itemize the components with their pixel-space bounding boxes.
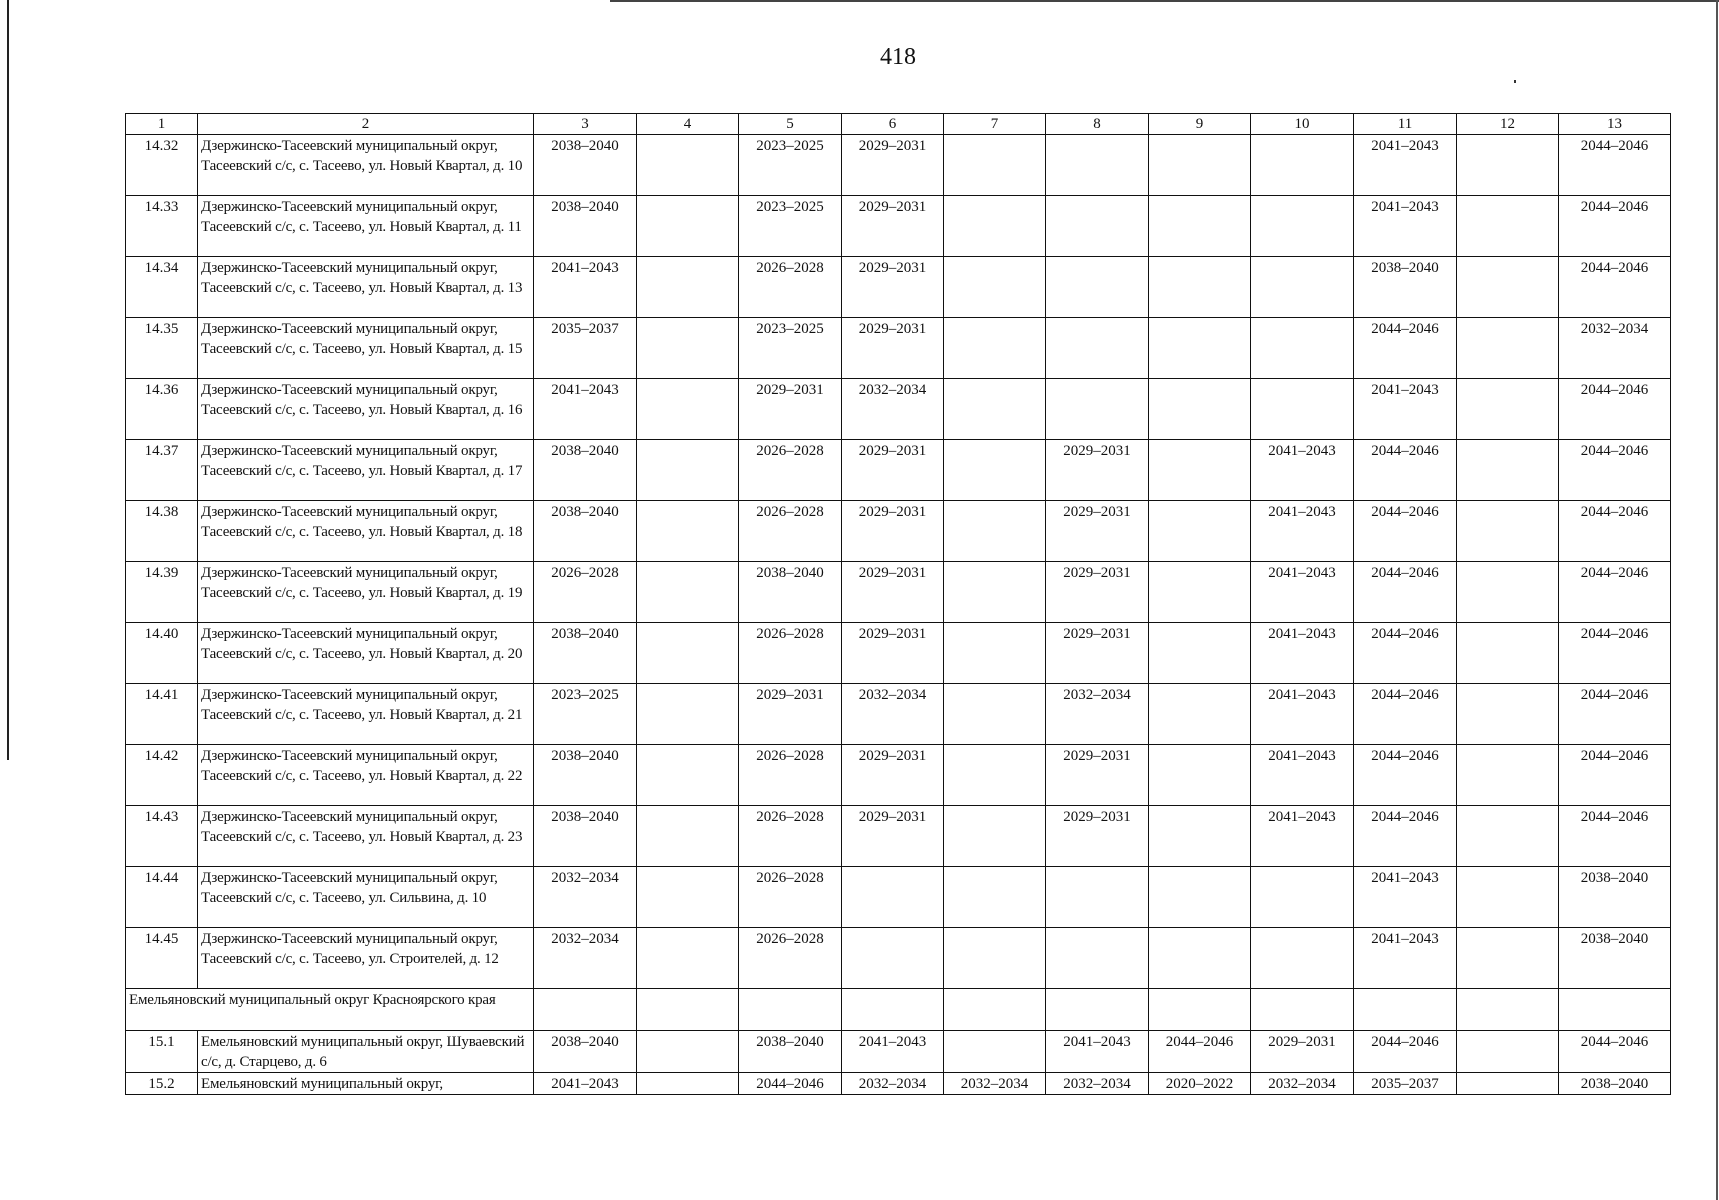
column-header-9: 9 (1149, 114, 1251, 135)
period-cell-c9 (1149, 623, 1251, 684)
address-cell: Дзержинско-Тасеевский муниципальный округ, Тасеевский с/с, с. Тасеево, ул. Новый Квартал, д. 21 (198, 684, 534, 745)
period-cell-c3: 2041–2043 (534, 1073, 637, 1095)
table-row (126, 196, 1671, 257)
table-row (126, 1073, 1671, 1095)
table-row (126, 135, 1671, 196)
period-cell-c11: 2044–2046 (1354, 806, 1457, 867)
address-cell: Дзержинско-Тасеевский муниципальный округ, Тасеевский с/с, с. Тасеево, ул. Строителей, д. 12 (198, 928, 534, 989)
period-cell-c4 (637, 867, 739, 928)
address-cell: Дзержинско-Тасеевский муниципальный округ, Тасеевский с/с, с. Тасеево, ул. Новый Квартал, д. 19 (198, 562, 534, 623)
period-cell-c11: 2041–2043 (1354, 379, 1457, 440)
period-cell-c4 (637, 501, 739, 562)
period-cell-c9: 2020–2022 (1149, 1073, 1251, 1095)
period-cell-c9 (1149, 867, 1251, 928)
period-cell-c8 (1046, 257, 1149, 318)
table-row (126, 318, 1671, 379)
column-header-2: 2 (198, 114, 534, 135)
address-cell: Дзержинско-Тасеевский муниципальный округ, Тасеевский с/с, с. Тасеево, ул. Новый Квартал, д. 11 (198, 196, 534, 257)
period-cell-c12 (1457, 867, 1559, 928)
period-cell-c8 (1046, 379, 1149, 440)
period-cell-c3: 2041–2043 (534, 257, 637, 318)
period-cell-c9 (1149, 501, 1251, 562)
period-cell-c3: 2035–2037 (534, 318, 637, 379)
period-cell-c3: 2038–2040 (534, 1031, 637, 1073)
period-cell-c10 (1251, 379, 1354, 440)
address-cell: Дзержинско-Тасеевский муниципальный округ, Тасеевский с/с, с. Тасеево, ул. Сильвина, д. 10 (198, 867, 534, 928)
header-row (126, 114, 1671, 135)
period-cell-c13: 2044–2046 (1559, 135, 1671, 196)
period-cell-c9 (1149, 379, 1251, 440)
period-cell-c3: 2038–2040 (534, 623, 637, 684)
scan-border-left (7, 0, 9, 760)
address-cell: Дзержинско-Тасеевский муниципальный округ, Тасеевский с/с, с. Тасеево, ул. Новый Квартал, д. 16 (198, 379, 534, 440)
address-cell: Дзержинско-Тасеевский муниципальный округ, Тасеевский с/с, с. Тасеево, ул. Новый Квартал, д. 15 (198, 318, 534, 379)
period-cell-c6: 2029–2031 (842, 623, 944, 684)
period-cell-c5: 2038–2040 (739, 562, 842, 623)
scan-speck (1514, 80, 1516, 83)
period-cell-c13: 2044–2046 (1559, 623, 1671, 684)
period-cell-c10 (1251, 135, 1354, 196)
period-cell-c7 (944, 1031, 1046, 1073)
period-cell-c12 (1457, 1031, 1559, 1073)
period-cell-c6: 2032–2034 (842, 684, 944, 745)
row-number-cell: 14.37 (126, 440, 198, 501)
period-cell-c8 (1046, 318, 1149, 379)
column-header-3: 3 (534, 114, 637, 135)
period-cell-c13: 2044–2046 (1559, 257, 1671, 318)
period-cell-c5: 2026–2028 (739, 928, 842, 989)
table-row (126, 867, 1671, 928)
period-cell-c10: 2041–2043 (1251, 440, 1354, 501)
period-cell-c12 (1457, 623, 1559, 684)
period-cell-c4 (637, 318, 739, 379)
row-number-cell: 14.41 (126, 684, 198, 745)
period-cell-c4 (637, 745, 739, 806)
region-row (126, 989, 1671, 1031)
period-cell-c5: 2023–2025 (739, 318, 842, 379)
row-number-cell: 14.40 (126, 623, 198, 684)
row-number-cell: 15.2 (126, 1073, 198, 1095)
schedule-table (125, 113, 1671, 1095)
period-cell-c8: 2032–2034 (1046, 684, 1149, 745)
table-row (126, 440, 1671, 501)
table-row (126, 379, 1671, 440)
empty-cell (1559, 989, 1671, 1031)
period-cell-c8 (1046, 867, 1149, 928)
period-cell-c6: 2032–2034 (842, 1073, 944, 1095)
period-cell-c13: 2044–2046 (1559, 501, 1671, 562)
period-cell-c13: 2038–2040 (1559, 928, 1671, 989)
scan-border-right (1716, 0, 1718, 1200)
column-header-13: 13 (1559, 114, 1671, 135)
period-cell-c7 (944, 257, 1046, 318)
period-cell-c11: 2044–2046 (1354, 684, 1457, 745)
period-cell-c11: 2035–2037 (1354, 1073, 1457, 1095)
period-cell-c13: 2044–2046 (1559, 745, 1671, 806)
table-row (126, 928, 1671, 989)
period-cell-c6: 2029–2031 (842, 806, 944, 867)
period-cell-c13: 2044–2046 (1559, 806, 1671, 867)
period-cell-c4 (637, 135, 739, 196)
period-cell-c9 (1149, 196, 1251, 257)
column-header-12: 12 (1457, 114, 1559, 135)
period-cell-c11: 2044–2046 (1354, 623, 1457, 684)
period-cell-c9: 2044–2046 (1149, 1031, 1251, 1073)
period-cell-c5: 2026–2028 (739, 623, 842, 684)
row-number-cell: 14.36 (126, 379, 198, 440)
address-cell: Дзержинско-Тасеевский муниципальный округ, Тасеевский с/с, с. Тасеево, ул. Новый Квартал, д. 23 (198, 806, 534, 867)
period-cell-c10: 2029–2031 (1251, 1031, 1354, 1073)
period-cell-c8: 2029–2031 (1046, 806, 1149, 867)
period-cell-c7 (944, 867, 1046, 928)
period-cell-c7 (944, 440, 1046, 501)
period-cell-c11: 2044–2046 (1354, 318, 1457, 379)
period-cell-c13: 2044–2046 (1559, 1031, 1671, 1073)
period-cell-c10: 2041–2043 (1251, 562, 1354, 623)
period-cell-c10 (1251, 318, 1354, 379)
period-cell-c5: 2026–2028 (739, 745, 842, 806)
table-row (126, 623, 1671, 684)
period-cell-c6: 2029–2031 (842, 440, 944, 501)
period-cell-c6: 2029–2031 (842, 196, 944, 257)
column-header-6: 6 (842, 114, 944, 135)
period-cell-c10: 2032–2034 (1251, 1073, 1354, 1095)
period-cell-c5: 2026–2028 (739, 501, 842, 562)
row-number-cell: 14.42 (126, 745, 198, 806)
period-cell-c12 (1457, 806, 1559, 867)
period-cell-c4 (637, 562, 739, 623)
period-cell-c7 (944, 745, 1046, 806)
row-number-cell: 14.32 (126, 135, 198, 196)
row-number-cell: 14.43 (126, 806, 198, 867)
period-cell-c6: 2029–2031 (842, 562, 944, 623)
row-number-cell: 14.34 (126, 257, 198, 318)
period-cell-c13: 2044–2046 (1559, 196, 1671, 257)
period-cell-c7 (944, 135, 1046, 196)
column-header-11: 11 (1354, 114, 1457, 135)
empty-cell (637, 989, 739, 1031)
row-number-cell: 15.1 (126, 1031, 198, 1073)
empty-cell (1354, 989, 1457, 1031)
empty-cell (534, 989, 637, 1031)
period-cell-c12 (1457, 501, 1559, 562)
period-cell-c4 (637, 379, 739, 440)
empty-cell (842, 989, 944, 1031)
period-cell-c11: 2044–2046 (1354, 745, 1457, 806)
address-cell: Емельяновский муниципальный округ, (198, 1073, 534, 1095)
period-cell-c13: 2038–2040 (1559, 1073, 1671, 1095)
period-cell-c6: 2029–2031 (842, 257, 944, 318)
period-cell-c13: 2044–2046 (1559, 562, 1671, 623)
period-cell-c9 (1149, 928, 1251, 989)
period-cell-c11: 2041–2043 (1354, 928, 1457, 989)
period-cell-c11: 2044–2046 (1354, 562, 1457, 623)
period-cell-c10: 2041–2043 (1251, 745, 1354, 806)
period-cell-c5: 2029–2031 (739, 379, 842, 440)
period-cell-c8 (1046, 135, 1149, 196)
period-cell-c7 (944, 684, 1046, 745)
period-cell-c5: 2023–2025 (739, 196, 842, 257)
empty-cell (739, 989, 842, 1031)
period-cell-c6: 2029–2031 (842, 318, 944, 379)
period-cell-c8 (1046, 928, 1149, 989)
period-cell-c8: 2032–2034 (1046, 1073, 1149, 1095)
row-number-cell: 14.35 (126, 318, 198, 379)
period-cell-c8: 2029–2031 (1046, 562, 1149, 623)
period-cell-c8: 2029–2031 (1046, 745, 1149, 806)
address-cell: Дзержинско-Тасеевский муниципальный округ, Тасеевский с/с, с. Тасеево, ул. Новый Квартал, д. 18 (198, 501, 534, 562)
period-cell-c13: 2032–2034 (1559, 318, 1671, 379)
period-cell-c5: 2026–2028 (739, 257, 842, 318)
region-title: Емельяновский муниципальный округ Красноярского края (126, 989, 534, 1031)
table-row (126, 745, 1671, 806)
period-cell-c11: 2044–2046 (1354, 1031, 1457, 1073)
column-header-1: 1 (126, 114, 198, 135)
period-cell-c12 (1457, 1073, 1559, 1095)
period-cell-c9 (1149, 135, 1251, 196)
row-number-cell: 14.39 (126, 562, 198, 623)
period-cell-c3: 2038–2040 (534, 501, 637, 562)
empty-cell (1046, 989, 1149, 1031)
period-cell-c9 (1149, 318, 1251, 379)
empty-cell (1457, 989, 1559, 1031)
period-cell-c3: 2041–2043 (534, 379, 637, 440)
period-cell-c12 (1457, 562, 1559, 623)
period-cell-c12 (1457, 196, 1559, 257)
period-cell-c3: 2026–2028 (534, 562, 637, 623)
column-header-4: 4 (637, 114, 739, 135)
table-row (126, 257, 1671, 318)
period-cell-c11: 2038–2040 (1354, 257, 1457, 318)
period-cell-c7 (944, 379, 1046, 440)
period-cell-c6: 2029–2031 (842, 135, 944, 196)
period-cell-c3: 2038–2040 (534, 806, 637, 867)
column-header-8: 8 (1046, 114, 1149, 135)
period-cell-c12 (1457, 135, 1559, 196)
period-cell-c11: 2044–2046 (1354, 440, 1457, 501)
period-cell-c4 (637, 623, 739, 684)
period-cell-c10: 2041–2043 (1251, 806, 1354, 867)
period-cell-c7 (944, 318, 1046, 379)
table-row (126, 501, 1671, 562)
row-number-cell: 14.45 (126, 928, 198, 989)
address-cell: Дзержинско-Тасеевский муниципальный округ, Тасеевский с/с, с. Тасеево, ул. Новый Квартал, д. 22 (198, 745, 534, 806)
period-cell-c6: 2032–2034 (842, 379, 944, 440)
period-cell-c6 (842, 928, 944, 989)
period-cell-c12 (1457, 257, 1559, 318)
period-cell-c10 (1251, 257, 1354, 318)
address-cell: Дзержинско-Тасеевский муниципальный округ, Тасеевский с/с, с. Тасеево, ул. Новый Квартал, д. 17 (198, 440, 534, 501)
period-cell-c4 (637, 440, 739, 501)
period-cell-c4 (637, 928, 739, 989)
period-cell-c12 (1457, 745, 1559, 806)
period-cell-c9 (1149, 684, 1251, 745)
period-cell-c10: 2041–2043 (1251, 501, 1354, 562)
period-cell-c7 (944, 196, 1046, 257)
period-cell-c4 (637, 257, 739, 318)
period-cell-c4 (637, 1073, 739, 1095)
period-cell-c5: 2029–2031 (739, 684, 842, 745)
period-cell-c4 (637, 1031, 739, 1073)
scan-border-top (610, 0, 1719, 2)
period-cell-c7 (944, 928, 1046, 989)
period-cell-c6: 2041–2043 (842, 1031, 944, 1073)
period-cell-c10 (1251, 928, 1354, 989)
period-cell-c12 (1457, 440, 1559, 501)
period-cell-c3: 2038–2040 (534, 135, 637, 196)
period-cell-c3: 2023–2025 (534, 684, 637, 745)
empty-cell (1149, 989, 1251, 1031)
period-cell-c11: 2041–2043 (1354, 196, 1457, 257)
period-cell-c5: 2023–2025 (739, 135, 842, 196)
period-cell-c12 (1457, 684, 1559, 745)
period-cell-c8: 2029–2031 (1046, 623, 1149, 684)
address-cell: Дзержинско-Тасеевский муниципальный округ, Тасеевский с/с, с. Тасеево, ул. Новый Квартал, д. 20 (198, 623, 534, 684)
column-header-5: 5 (739, 114, 842, 135)
period-cell-c6: 2029–2031 (842, 745, 944, 806)
table-row (126, 1031, 1671, 1073)
period-cell-c8: 2029–2031 (1046, 440, 1149, 501)
period-cell-c7 (944, 623, 1046, 684)
row-number-cell: 14.38 (126, 501, 198, 562)
period-cell-c9 (1149, 745, 1251, 806)
period-cell-c8: 2029–2031 (1046, 501, 1149, 562)
empty-cell (1251, 989, 1354, 1031)
table-row (126, 684, 1671, 745)
period-cell-c5: 2044–2046 (739, 1073, 842, 1095)
table-row (126, 806, 1671, 867)
period-cell-c5: 2026–2028 (739, 867, 842, 928)
period-cell-c5: 2038–2040 (739, 1031, 842, 1073)
period-cell-c10 (1251, 196, 1354, 257)
table-body (126, 114, 1671, 1095)
period-cell-c13: 2044–2046 (1559, 440, 1671, 501)
period-cell-c10: 2041–2043 (1251, 684, 1354, 745)
period-cell-c3: 2038–2040 (534, 745, 637, 806)
period-cell-c3: 2032–2034 (534, 867, 637, 928)
period-cell-c9 (1149, 562, 1251, 623)
period-cell-c9 (1149, 257, 1251, 318)
period-cell-c3: 2038–2040 (534, 196, 637, 257)
period-cell-c13: 2044–2046 (1559, 684, 1671, 745)
row-number-cell: 14.44 (126, 867, 198, 928)
period-cell-c4 (637, 196, 739, 257)
period-cell-c9 (1149, 806, 1251, 867)
period-cell-c11: 2041–2043 (1354, 867, 1457, 928)
period-cell-c3: 2032–2034 (534, 928, 637, 989)
period-cell-c7: 2032–2034 (944, 1073, 1046, 1095)
period-cell-c3: 2038–2040 (534, 440, 637, 501)
address-cell: Дзержинско-Тасеевский муниципальный округ, Тасеевский с/с, с. Тасеево, ул. Новый Квартал, д. 13 (198, 257, 534, 318)
period-cell-c13: 2044–2046 (1559, 379, 1671, 440)
period-cell-c4 (637, 684, 739, 745)
empty-cell (944, 989, 1046, 1031)
period-cell-c10: 2041–2043 (1251, 623, 1354, 684)
period-cell-c6 (842, 867, 944, 928)
period-cell-c7 (944, 501, 1046, 562)
period-cell-c12 (1457, 318, 1559, 379)
address-cell: Емельяновский муниципальный округ, Шуваевский с/с, д. Старцево, д. 6 (198, 1031, 534, 1073)
address-cell: Дзержинско-Тасеевский муниципальный округ, Тасеевский с/с, с. Тасеево, ул. Новый Квартал, д. 10 (198, 135, 534, 196)
column-header-7: 7 (944, 114, 1046, 135)
row-number-cell: 14.33 (126, 196, 198, 257)
period-cell-c11: 2041–2043 (1354, 135, 1457, 196)
period-cell-c8: 2041–2043 (1046, 1031, 1149, 1073)
period-cell-c4 (637, 806, 739, 867)
period-cell-c7 (944, 806, 1046, 867)
period-cell-c13: 2038–2040 (1559, 867, 1671, 928)
period-cell-c12 (1457, 379, 1559, 440)
period-cell-c10 (1251, 867, 1354, 928)
period-cell-c11: 2044–2046 (1354, 501, 1457, 562)
period-cell-c12 (1457, 928, 1559, 989)
period-cell-c6: 2029–2031 (842, 501, 944, 562)
period-cell-c5: 2026–2028 (739, 440, 842, 501)
period-cell-c7 (944, 562, 1046, 623)
column-header-10: 10 (1251, 114, 1354, 135)
table-row (126, 562, 1671, 623)
period-cell-c8 (1046, 196, 1149, 257)
page-number: 418 (880, 44, 916, 70)
period-cell-c9 (1149, 440, 1251, 501)
period-cell-c5: 2026–2028 (739, 806, 842, 867)
